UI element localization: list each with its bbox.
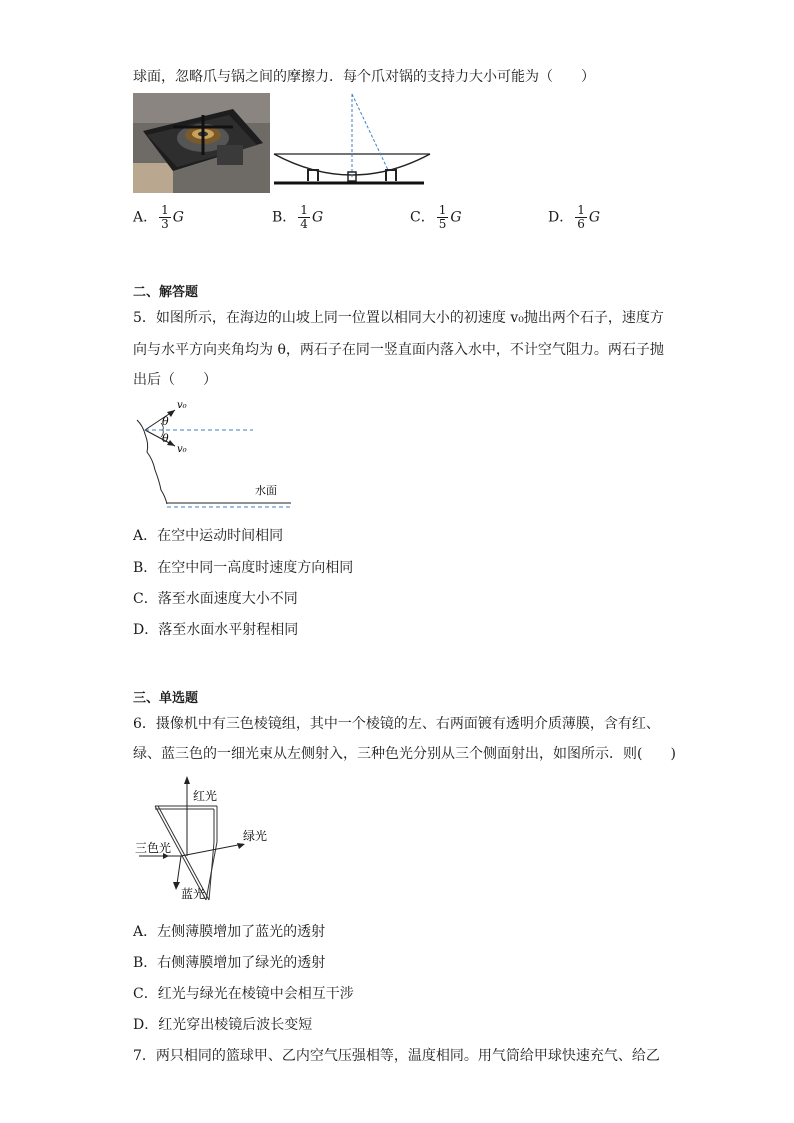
option-letter: A．: [133, 209, 158, 226]
fraction: [298, 204, 310, 231]
q4-option-b: [272, 204, 323, 231]
q6-option-a: A．左侧薄膜增加了蓝光的透射: [133, 924, 326, 940]
q5-line-1: 5．如图所示，在海边的山坡上同一位置以相同大小的初速度 v₀抛出两个石子，速度方: [133, 310, 664, 326]
option-letter: D．: [548, 209, 574, 226]
q4-option-c: [410, 204, 462, 231]
denominator: 3: [161, 217, 169, 231]
pot-diagram: [272, 92, 432, 192]
q5-line-2: 向与水平方向夹角均为 θ，两石子在同一竖直面内落入水中，不计空气阻力。两石子抛: [133, 342, 664, 358]
q4-option-a: [133, 204, 184, 231]
q6-option-b: B．右侧薄膜增加了绿光的透射: [133, 955, 326, 971]
section-title-2: 二、解答题: [133, 285, 199, 300]
var-g: G: [588, 209, 601, 226]
numerator: 1: [438, 203, 447, 217]
theta-top-label: θ: [162, 415, 169, 428]
var-g: G: [450, 209, 462, 226]
prism-diagram: [133, 774, 278, 906]
q6-line-1: 6．摄像机中有三色棱镜组，其中一个棱镜的左、右两面镀有透明介质薄膜，含有红、: [133, 716, 660, 732]
var-g: G: [172, 209, 184, 226]
q5-option-c: C．落至水面速度大小不同: [133, 591, 298, 607]
q5-option-a: A．在空中运动时间相同: [133, 528, 284, 544]
numerator: 1: [577, 203, 585, 217]
fraction: [159, 204, 171, 231]
q7-line-1: 7．两只相同的篮球甲、乙内空气压强相等，温度相同。用气筒给甲球快速充气、给乙: [133, 1048, 660, 1064]
option-letter: B．: [272, 209, 297, 226]
theta-bottom-label: θ: [162, 432, 169, 445]
var-g: G: [311, 209, 324, 226]
stove-photo: [133, 93, 270, 193]
green-light-label: 绿光: [243, 829, 268, 843]
water-label: 水面: [255, 484, 277, 497]
v0-bottom-label: v₀: [177, 444, 187, 455]
numerator: 1: [300, 203, 308, 217]
v0-top-label: v₀: [177, 400, 187, 411]
q6-option-d: D．红光穿出棱镜后波长变短: [133, 1017, 313, 1033]
q5-option-b: B．在空中同一高度时速度方向相同: [133, 560, 354, 576]
numerator: 1: [161, 203, 169, 217]
q4-option-d: [548, 204, 600, 231]
fraction: [575, 204, 587, 231]
cliff-diagram: [133, 396, 298, 512]
tricolor-light-label: 三色光: [135, 841, 172, 855]
blue-light-label: 蓝光: [181, 887, 206, 901]
q6-line-2: 绿、蓝三色的一细光束从左侧射入，三种色光分别从三个侧面射出，如图所示．则( ): [133, 746, 676, 762]
denominator: 5: [438, 217, 447, 231]
denominator: 6: [577, 217, 585, 231]
denominator: 4: [300, 217, 308, 231]
option-letter: C．: [410, 209, 435, 226]
red-light-label: 红光: [193, 789, 218, 803]
q6-option-c: C．红光与绿光在棱镜中会相互干涉: [133, 986, 354, 1002]
section-title-3: 三、单选题: [133, 691, 199, 706]
q5-option-d: D．落至水面水平射程相同: [133, 622, 299, 638]
fraction: [437, 204, 449, 231]
q5-line-3: 出后（ ）: [133, 372, 217, 388]
q4-stem-tail: 球面，忽略爪与锅之间的摩擦力．每个爪对锅的支持力大小可能为（ ）: [133, 69, 595, 85]
